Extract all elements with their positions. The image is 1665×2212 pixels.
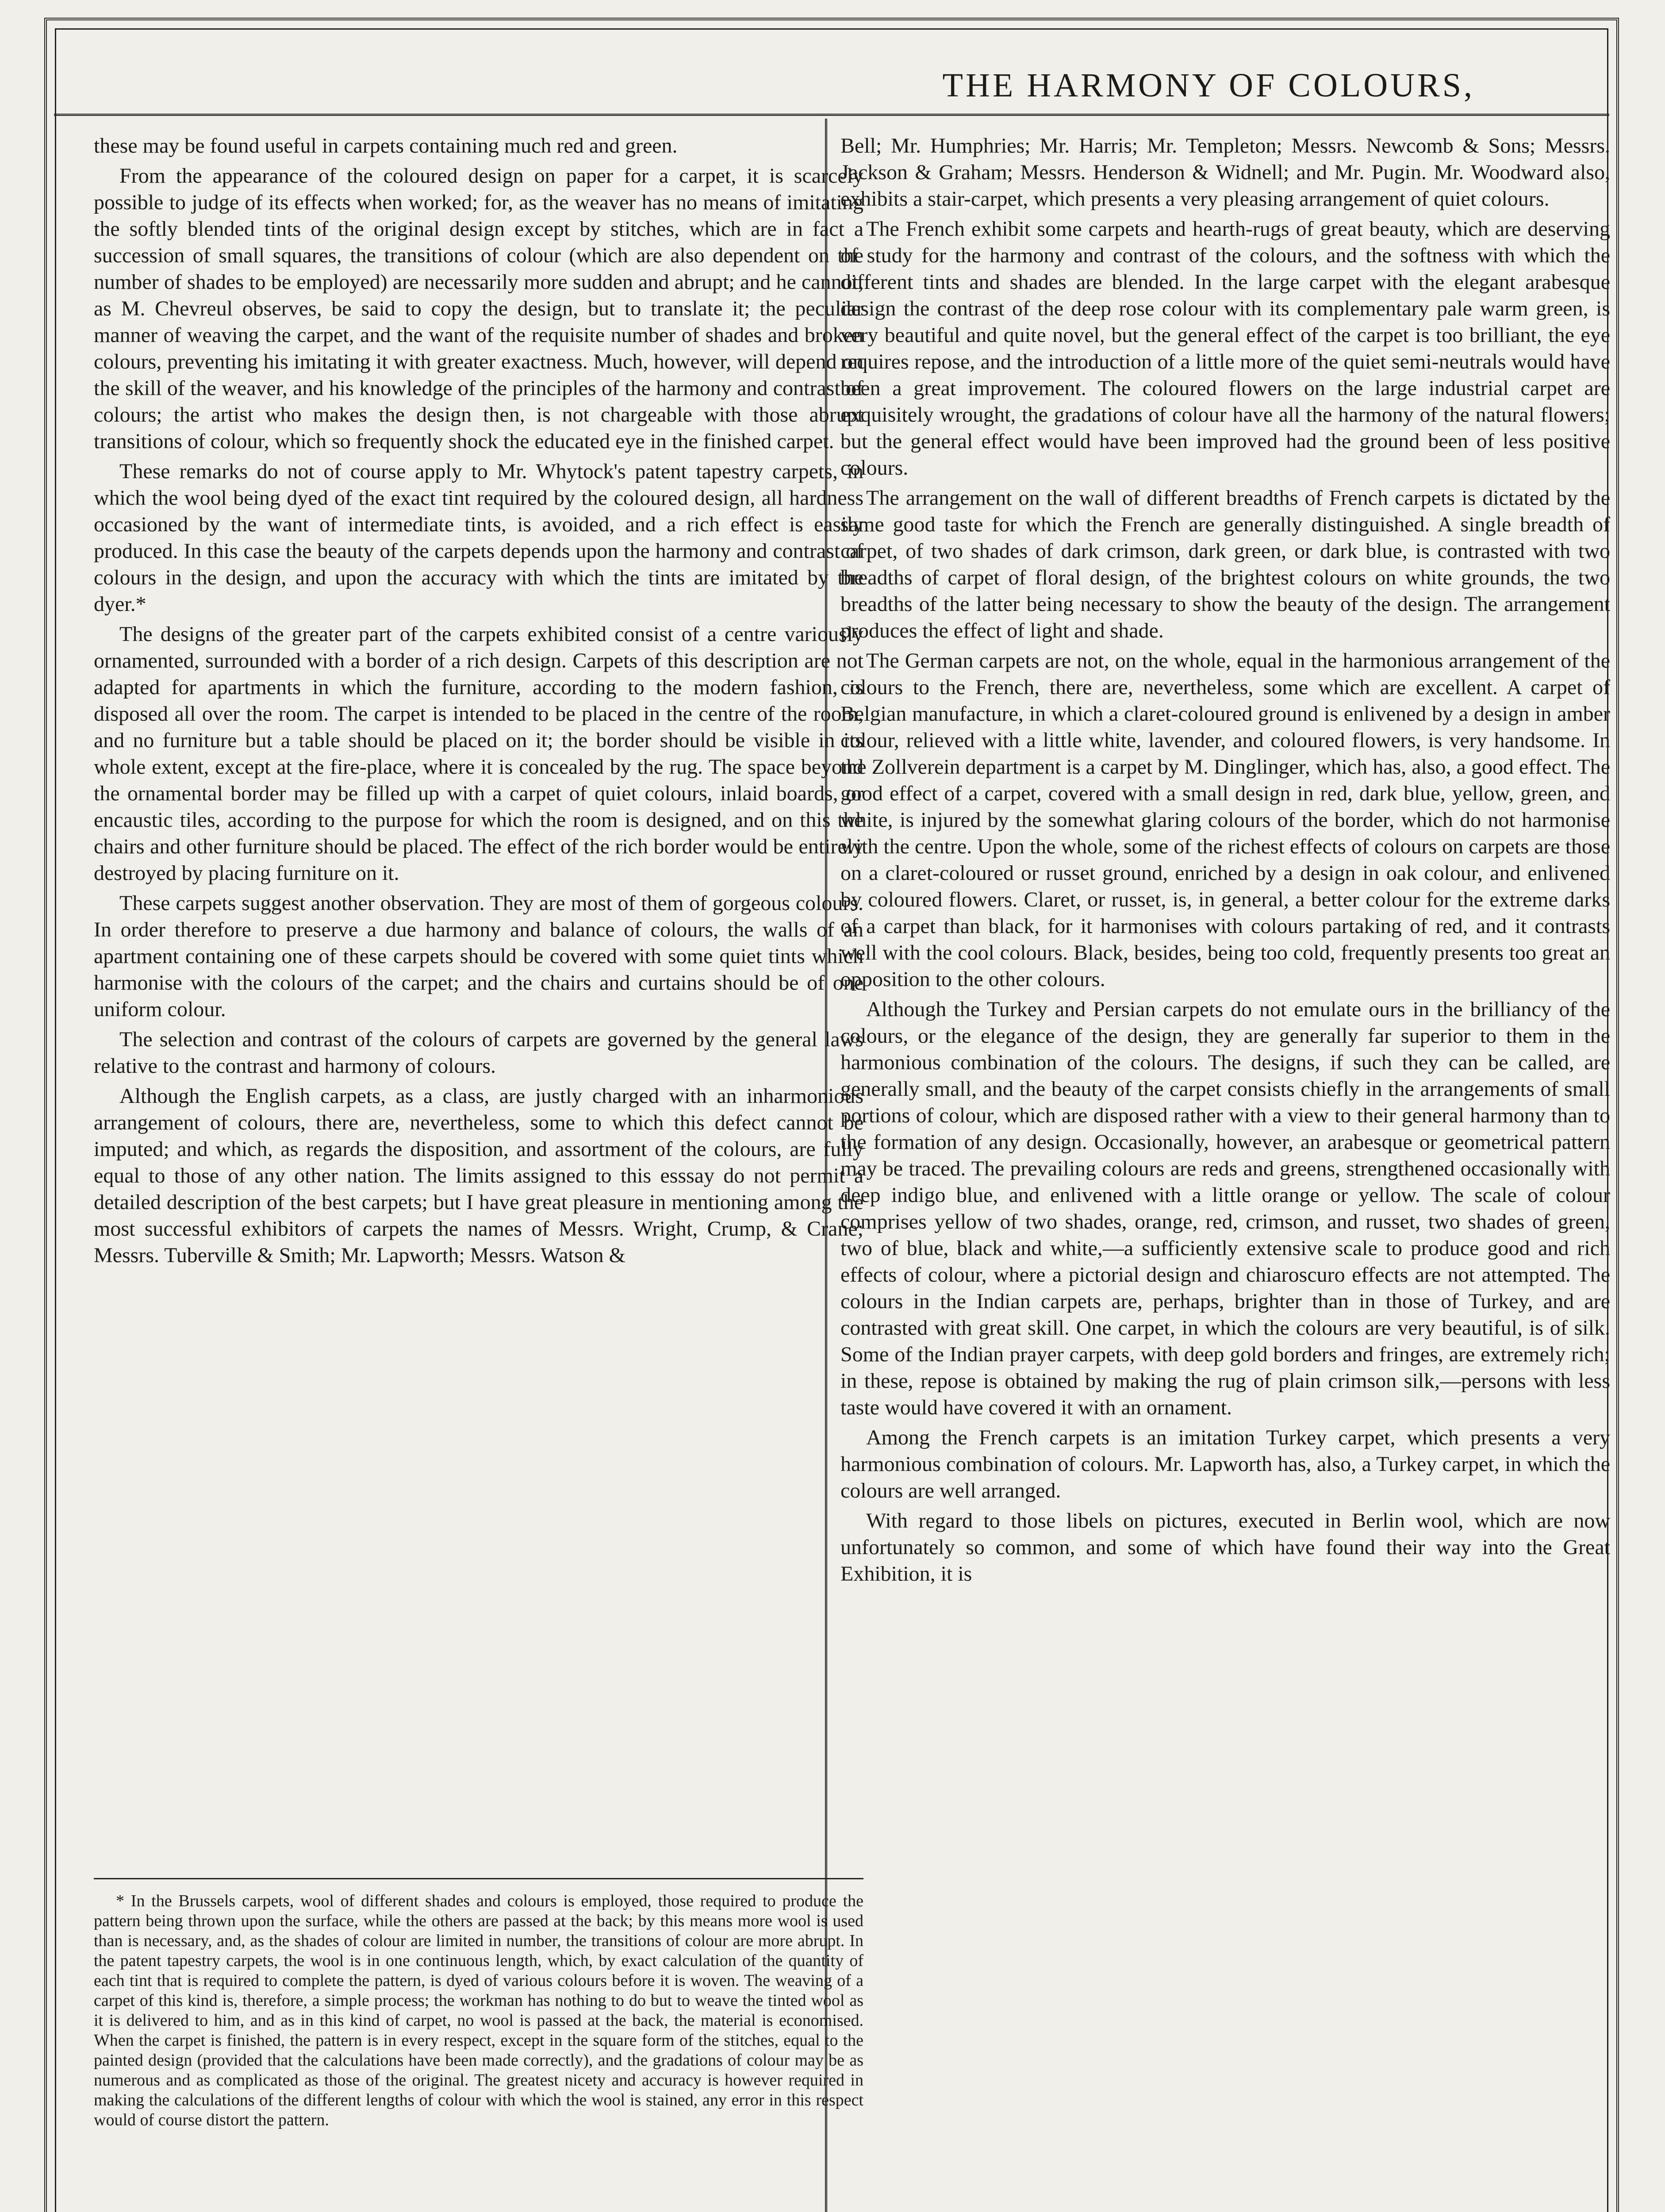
paragraph: From the appearance of the coloured design on paper for a carpet, it is scarcely possible to judge of its effects when worked; for, as the weaver has no means of imitating the softly blended tints of the original design except by stitches, which are in fact a succession of small squares, the transitions of colour (which are also dependent on the number of shades to be employed) are necessarily more sudden and abrupt; and he cannot, as M. Chevreul observes, be said to copy the design, but to translate it; the peculiar manner of weaving the carpet, and the want of the requisite number of shades and broken colours, preventing his imitating it with greater exactness. Much, however, will depend on the skill of the weaver, and his knowledge of the principles of the harmony and contrast of colours; the artist who makes the design then, is not chargeable with those abrupt transitions of colour, which so frequently shock the educated eye in the finished carpet. <box>94 164 863 453</box>
paragraph: Although the Turkey and Persian carpets do not emulate ours in the brilliancy of the colours, or the elegance of the design, they are generally far superior to them in the harmonious combination of the colours. The designs, if such they can be called, are generally small, and the beauty of the carpet consists chiefly in the arrangements of small portions of colour, which are disposed rather with a view to their general harmony than to the formation of any design. Occasionally, however, an arabesque or geometrical pattern may be traced. The prevailing colours are reds and greens, strengthened occasionally with deep indigo blue, and enlivened with a little orange or yellow. The scale of colour comprises yellow of two shades, orange, red, crimson, and russet, two shades of green, two of blue, black and white,—a sufficiently extensive scale to produce good and rich effects of colour, where a pictorial design and chiaroscuro effects are not attempted. The colours in the Indian carpets are, perhaps, brighter than in those of Turkey, and are contrasted with great skill. One carpet, in which the colours are very beautiful, is of silk. Some of the Indian prayer carpets, with deep gold borders and fringes, are extremely rich; in these, repose is obtained by making the rug of plain crimson silk,—persons with less taste would have covered it with an ornament. <box>840 998 1610 1419</box>
footnote-separator <box>94 1878 863 1879</box>
footnote-text: * In the Brussels carpets, wool of different shades and colours is employed, those required to produce the pattern being thrown upon the surface, while the others are passed at the back; by this means more wool is used than is necessary, and, as the shades of colour are limited in number, the transitions of colour are more abrupt. In the patent tapestry carpets, the wool is in one continuous length, which, by exact calculation of the quantity of each tint that is required to complete the pattern, is dyed of various colours before it is woven. The weaving of a carpet of this kind is, therefore, a simple process; the workman has nothing to do but to weave the tinted wool as it is delivered to him, and as in this kind of carpet, no wool is passed at the back, the material is economised. When the carpet is finished, the pattern is in every respect, except in the square form of the stitches, equal to the painted design (provided that the calculations have been made correctly), and the gradations of colour may be as numerous and as complicated as those of the original. The greatest nicety and accuracy is however required in making the calculations of the different lengths of colour with which the wool is stained, any error in this respect would of course distort the pattern. <box>94 1892 863 2129</box>
paragraph: Although the English carpets, as a class, are justly charged with an inharmonious arrangement of colours, there are, nevertheless, some to which this defect cannot be imputed; and which, as regards the disposition, and assortment of the colours, are fully equal to those of any other nation. The limits assigned to this esssay do not permit a detailed description of the best carpets; but I have great pleasure in mentioning among the most successful exhibitors of carpets the names of Messrs. Wright, Crump, & Crane; Messrs. Tuberville & Smith; Mr. Lapworth; Messrs. Watson & <box>94 1084 863 1267</box>
paragraph: these may be found useful in carpets containing much red and green. <box>94 134 678 157</box>
left-column <box>94 133 863 1272</box>
footnote <box>94 1891 863 2130</box>
paragraph: The German carpets are not, on the whole, equal in the harmonious arrangement of the colours to the French, there are, nevertheless, some which are excellent. A carpet of Belgian manufacture, in which a claret-coloured ground is enlivened by a design in amber colour, relieved with a little white, lavender, and coloured flowers, is very handsome. In the Zollverein department is a carpet by M. Dinglinger, which has, also, a good effect. The good effect of a carpet, covered with a small design in red, dark blue, yellow, green, and white, is injured by the somewhat glaring colours of the border, which do not harmonise with the centre. Upon the whole, some of the richest effects of colours on carpets are those on a claret-coloured or russet ground, enriched by a design in oak colour, and enlivened by coloured flowers. Claret, or russet, is, in general, a better colour for the extreme darks of a carpet than black, for it harmonises with colours partaking of red, and it contrasts well with the cool colours. Black, besides, being too cold, frequently presents too great an opposition to the other colours. <box>840 649 1610 991</box>
right-column <box>840 133 1610 1591</box>
paragraph: The French exhibit some carpets and hearth-rugs of great beauty, which are deserving of study for the harmony and contrast of the colours, and the softness with which the different tints and shades are blended. In the large carpet with the elegant arabesque design the contrast of the deep rose colour with its complementary pale warm green, is very beautiful and quite novel, but the general effect of the carpet is too brilliant, the eye requires repose, and the introduction of a little more of the quiet semi-neutrals would have been a great improvement. The coloured flowers on the large industrial carpet are exquisitely wrought, the gradations of colour have all the harmony of the natural flowers; but the general effect would have been improved had the ground been of less positive colours. <box>840 217 1610 480</box>
paragraph: The designs of the greater part of the carpets exhibited consist of a centre variously ornamented, surrounded with a border of a rich design. Carpets of this description are not adapted for apartments in which the furniture, according to the modern fashion, is disposed all over the room. The carpet is intended to be placed in the centre of the room, and no furniture but a table should be placed on it; the border should be visible in its whole extent, except at the fire-place, where it is concealed by the rug. The space beyond the ornamental border may be filled up with a carpet of quiet colours, inlaid boards, or encaustic tiles, according to the purpose for which the room is designed, and on this the chairs and other furniture should be placed. The effect of the rich border would be entirely destroyed by placing furniture on it. <box>94 622 863 885</box>
paragraph: The selection and contrast of the colours of carpets are governed by the general laws relative to the contrast and harmony of colours. <box>94 1028 863 1078</box>
paragraph: The arrangement on the wall of different breadths of French carpets is dictated by the same good taste for which the French are generally distinguished. A single breadth of carpet, of two shades of dark crimson, dark green, or dark blue, is contrasted with two breadths of carpet of floral design, of the brightest colours on white grounds, the two breadths of the latter being necessary to show the beauty of the design. The arrangement produces the effect of light and shade. <box>840 486 1610 642</box>
paragraph: These remarks do not of course apply to Mr. Whytock's patent tapestry carpets, in which the wool being dyed of the exact tint required by the coloured design, all hardness occasioned by the want of intermediate tints, is avoided, and a rich effect is easily produced. In this case the beauty of the carpets depends upon the harmony and contrast of colours in the design, and upon the accuracy with which the tints are imitated by the dyer.* <box>94 460 863 616</box>
paragraph: Bell; Mr. Humphries; Mr. Harris; Mr. Templeton; Messrs. Newcomb & Sons; Messrs. Jackson & Graham; Messrs. Henderson & Widnell; and Mr. Pugin. Mr. Woodward also, exhibits a stair-carpet, which presents a very pleasing arrangement of quiet colours. <box>840 134 1610 211</box>
running-title: THE HARMONY OF COLOURS, <box>942 67 1475 104</box>
paragraph: These carpets suggest another observation. They are most of them of gorgeous colours. In order therefore to preserve a due harmony and balance of colours, the walls of an apartment containing one of these carpets should be covered with some quiet tints which harmonise with the colours of the carpet; and the chairs and curtains should be of one uniform colour. <box>94 891 863 1021</box>
paragraph: Among the French carpets is an imitation Turkey carpet, which presents a very harmonious combination of colours. Mr. Lapworth has, also, a Turkey carpet, in which the colours are well arranged. <box>840 1426 1610 1502</box>
paragraph: With regard to those libels on pictures, executed in Berlin wool, which are now unfortunately so common, and some of which have found their way into the Great Exhibition, it is <box>840 1509 1610 1586</box>
